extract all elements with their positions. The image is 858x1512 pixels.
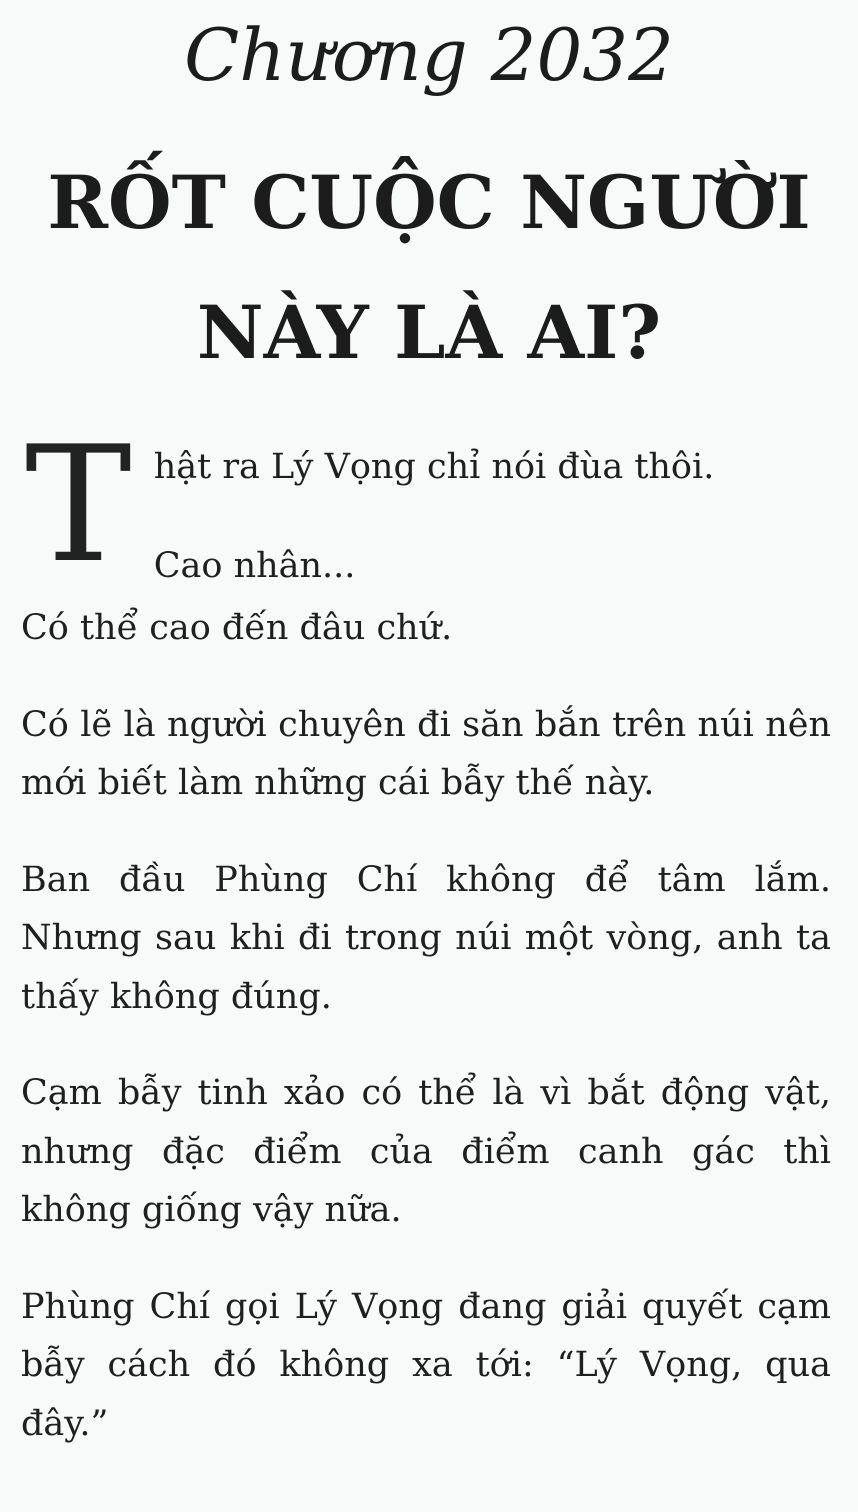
chapter-number: Chương 2032: [184, 13, 674, 97]
paragraph: Phùng Chí gọi Lý Vọng đang giải quyết cạm bẫy cách đó không xa tới: “Lý Vọng, qua đây.”: [21, 1286, 831, 1444]
chapter-title: RỐT CUỘC NGƯỜI NÀY LÀ AI?: [47, 160, 811, 376]
paragraph: Cao nhân...: [153, 545, 356, 586]
drop-cap: T: [25, 411, 132, 598]
paragraph: Cạm bẫy tinh xảo có thể là vì bắt động vật, nhưng đặc điểm của điểm canh gác thì không giống vậy nữa.: [21, 1073, 831, 1230]
paragraph: Có lẽ là người chuyên đi săn bắn trên núi nên mới biết làm những cái bẫy thế này.: [21, 704, 831, 803]
chapter-body: [21, 411, 831, 1453]
paragraph: Có thể cao đến đâu chứ.: [21, 608, 453, 648]
paragraph: hật ra Lý Vọng chỉ nói đùa thôi.: [153, 447, 715, 487]
paragraph: Ban đầu Phùng Chí không để tâm lắm. Nhưng sau khi đi trong núi một vòng, anh ta thấy không đúng.: [21, 859, 831, 1017]
